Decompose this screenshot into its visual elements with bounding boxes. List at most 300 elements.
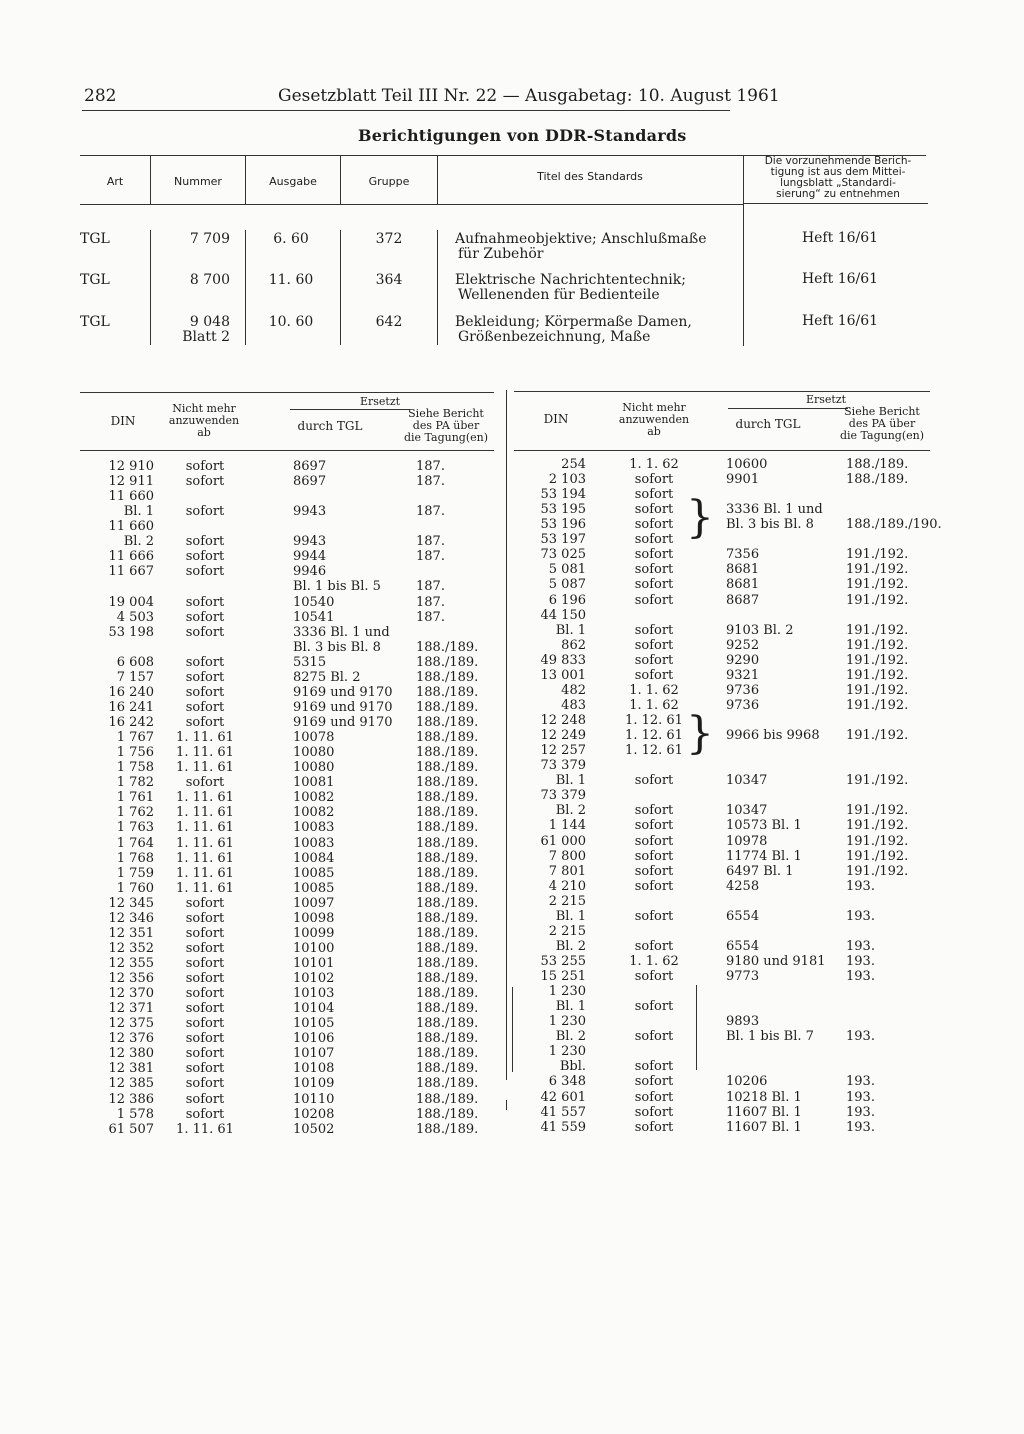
din-number: Bl. 2	[555, 1029, 586, 1045]
pa-report: 188./189.	[416, 745, 479, 761]
pa-report: 188./189./190.	[846, 517, 942, 533]
header-line: Siehe Bericht	[408, 407, 484, 420]
din-number: 4 210	[548, 878, 586, 894]
pa-report: 188./189.	[416, 820, 479, 836]
din-number: 1 763	[116, 820, 154, 836]
pa-report: 191./192.	[846, 848, 909, 864]
din-number: 1 230	[548, 984, 586, 1000]
pa-report: 193.	[846, 938, 875, 954]
replaced-by-tgl: 8687	[726, 592, 760, 608]
pa-report: 191./192.	[846, 667, 909, 683]
valid-until: sofort	[185, 684, 225, 700]
din-number: Bl. 1	[555, 773, 586, 789]
valid-until: sofort	[185, 504, 225, 520]
col-header-nummer: Nummer	[174, 175, 222, 188]
column-rule	[150, 156, 151, 204]
standard-edition: 10. 60	[268, 314, 314, 330]
col-header-nicht-mehr	[614, 402, 694, 438]
table-rule	[80, 392, 494, 393]
replaced-by-tgl: Bl. 1 bis Bl. 5	[293, 579, 381, 595]
replaced-by-tgl: 9943	[293, 504, 327, 520]
valid-until: sofort	[185, 1031, 225, 1047]
pa-report: 193.	[846, 878, 875, 894]
replaced-by-tgl: 10103	[293, 986, 335, 1002]
col-header-ausgabe: Ausgabe	[269, 175, 317, 188]
din-number: 7 801	[548, 863, 586, 879]
replaced-by-tgl: Bl. 3 bis Bl. 8	[726, 517, 814, 533]
pa-report: 187.	[416, 609, 445, 625]
replaced-by-tgl: 6497 Bl. 1	[726, 863, 794, 879]
valid-until: sofort	[634, 818, 674, 834]
valid-until: sofort	[634, 999, 674, 1015]
column-divider	[506, 1100, 507, 1110]
header-line: Nicht mehr	[172, 402, 236, 415]
din-number: 1 762	[116, 805, 154, 821]
din-number: Bl. 2	[123, 534, 154, 550]
valid-until: sofort	[634, 1074, 674, 1090]
replaced-by-tgl: 10085	[293, 880, 335, 896]
din-number: 73 025	[540, 547, 586, 563]
pa-report: 191./192.	[846, 833, 909, 849]
pa-report: 188./189.	[416, 865, 479, 881]
pa-report: 188./189.	[416, 1016, 479, 1032]
standard-edition: 6. 60	[273, 231, 309, 247]
din-number: 61 507	[108, 1121, 154, 1137]
column-rule	[245, 156, 246, 204]
replaced-by-tgl: 9252	[726, 637, 760, 653]
pa-report: 188./189.	[416, 1061, 479, 1077]
pa-report: 193.	[846, 1104, 875, 1120]
standard-type: TGL	[80, 314, 110, 330]
replaced-by-tgl: 3336 Bl. 1 und	[726, 502, 823, 518]
pa-report: 188./189.	[416, 715, 479, 731]
valid-until: sofort	[634, 487, 674, 503]
replaced-by-tgl: 10218 Bl. 1	[726, 1089, 802, 1105]
bulletin-reference: Heft 16/61	[801, 313, 879, 329]
replaced-by-tgl: 10081	[293, 775, 335, 791]
valid-until: 1. 12. 61	[625, 743, 683, 759]
replaced-by-tgl: 3336 Bl. 1 und	[293, 624, 390, 640]
col-header-titel: Titel des Standards	[537, 170, 643, 183]
gazette-header: Gesetzblatt Teil III Nr. 22 — Ausgabetag: 10. August 1961	[278, 86, 780, 106]
header-line: ab	[197, 426, 211, 439]
standard-title: Aufnahmeobjektive; Anschlußmaße	[455, 231, 707, 247]
pa-report: 188./189.	[846, 472, 909, 488]
replaced-by-tgl: 10082	[293, 790, 335, 806]
din-number: 4 503	[116, 609, 154, 625]
replaced-by-tgl: 9946	[293, 564, 327, 580]
group-bracket-line	[696, 985, 697, 1070]
standard-number: 9 048	[189, 314, 230, 330]
din-number: 53 195	[540, 502, 586, 518]
din-number: 12 352	[108, 940, 154, 956]
valid-until: sofort	[185, 1046, 225, 1062]
din-number: 2 215	[548, 893, 586, 909]
replaced-by-tgl: 10097	[293, 895, 335, 911]
pa-report: 193.	[846, 908, 875, 924]
din-number: 16 240	[108, 684, 154, 700]
replaced-by-tgl: 9736	[726, 682, 760, 698]
pa-report: 188./189.	[416, 684, 479, 700]
valid-until: sofort	[634, 667, 674, 683]
valid-until: 1. 11. 61	[176, 760, 234, 776]
din-number: 53 196	[540, 517, 586, 533]
col-header-art: Art	[106, 175, 124, 188]
column-rule	[340, 230, 341, 345]
replaced-by-tgl: 10085	[293, 865, 335, 881]
standard-title: Wellenenden für Bedienteile	[458, 287, 660, 303]
valid-until: 1. 11. 61	[176, 820, 234, 836]
din-number: 12 385	[108, 1076, 154, 1092]
pa-report: 188./189.	[416, 925, 479, 941]
note-line: sierung“ zu entnehmen	[776, 188, 900, 200]
valid-until: sofort	[634, 547, 674, 563]
pa-report: 191./192.	[846, 577, 909, 593]
replaced-by-tgl: 10502	[293, 1121, 335, 1137]
replaced-by-tgl: 11607 Bl. 1	[726, 1119, 802, 1135]
din-number: 12 356	[108, 971, 154, 987]
pa-report: 188./189.	[416, 1106, 479, 1122]
din-number: Bl. 2	[555, 803, 586, 819]
valid-until: sofort	[185, 1061, 225, 1077]
din-number: 12 386	[108, 1091, 154, 1107]
valid-until: sofort	[185, 1076, 225, 1092]
header-line: die Tagung(en)	[839, 429, 925, 442]
group-bracket-line	[512, 987, 513, 1072]
col-header-siehe	[834, 406, 930, 442]
din-number: 12 911	[108, 474, 154, 490]
din-number: 53 198	[108, 624, 154, 640]
standard-edition: 11. 60	[268, 272, 314, 288]
col-header-siehe	[398, 408, 494, 444]
header-line: des PA über	[848, 417, 916, 430]
col-header-din: DIN	[110, 414, 136, 428]
pa-report: 188./189.	[416, 699, 479, 715]
din-number: 2 103	[548, 472, 586, 488]
replaced-by-tgl: 9169 und 9170	[293, 699, 393, 715]
replaced-by-tgl: 9736	[726, 697, 760, 713]
pa-report: 188./189.	[416, 790, 479, 806]
pa-report: 191./192.	[846, 863, 909, 879]
valid-until: sofort	[634, 1059, 674, 1075]
replaced-by-tgl: 10104	[293, 1001, 335, 1017]
standard-title: für Zubehör	[458, 246, 544, 262]
replaced-by-tgl: 10108	[293, 1061, 335, 1077]
din-number: 12 371	[108, 1001, 154, 1017]
note-line: tigung ist aus dem Mittei-	[770, 166, 906, 178]
valid-until: 1. 12. 61	[625, 728, 683, 744]
replaced-by-tgl: 10083	[293, 835, 335, 851]
din-number: Bl. 1	[123, 504, 154, 520]
table-rule	[744, 203, 928, 204]
valid-until: sofort	[634, 577, 674, 593]
replaced-by-tgl: 9893	[726, 1014, 760, 1030]
valid-until: sofort	[185, 609, 225, 625]
page-number: 282	[84, 86, 117, 106]
din-number: 12 351	[108, 925, 154, 941]
bulletin-reference: Heft 16/61	[801, 230, 879, 246]
pa-report: 191./192.	[846, 652, 909, 668]
standard-title: Größenbezeichnung, Maße	[458, 329, 651, 345]
replaced-by-tgl: 10573 Bl. 1	[726, 818, 802, 834]
replaced-by-tgl: 10206	[726, 1074, 768, 1090]
replaced-by-tgl: 10080	[293, 745, 335, 761]
pa-report: 188./189.	[416, 940, 479, 956]
valid-until: sofort	[185, 564, 225, 580]
din-number: Bl. 1	[555, 999, 586, 1015]
pa-report: 188./189.	[416, 1031, 479, 1047]
din-number: 11 660	[108, 519, 154, 535]
din-number: 862	[561, 637, 586, 653]
header-line: Siehe Bericht	[844, 405, 920, 418]
header-line: Nicht mehr	[622, 401, 686, 414]
group-brace: }	[686, 492, 714, 543]
col-header-ersetzt: Ersetzt	[359, 395, 401, 408]
din-number: 12 355	[108, 955, 154, 971]
din-number: 1 230	[548, 1014, 586, 1030]
din-number: 53 197	[540, 532, 586, 548]
valid-until: 1. 1. 62	[629, 697, 679, 713]
valid-until: sofort	[634, 1029, 674, 1045]
replaced-by-tgl: 9290	[726, 652, 760, 668]
col-header-nicht-mehr	[168, 403, 240, 439]
din-number: 16 242	[108, 715, 154, 731]
valid-until: 1. 11. 61	[176, 805, 234, 821]
valid-until: sofort	[634, 517, 674, 533]
pa-report: 193.	[846, 1089, 875, 1105]
din-number: 1 764	[116, 835, 154, 851]
standard-group: 364	[375, 272, 403, 288]
din-number: 12 375	[108, 1016, 154, 1032]
din-number: 11 660	[108, 489, 154, 505]
din-number: 7 157	[116, 669, 154, 685]
standard-group: 372	[375, 231, 403, 247]
pa-report: 188./189.	[416, 654, 479, 670]
standard-number: 8 700	[189, 272, 230, 288]
valid-until: sofort	[185, 925, 225, 941]
valid-until: 1. 11. 61	[176, 745, 234, 761]
valid-until: sofort	[634, 878, 674, 894]
valid-until: sofort	[185, 654, 225, 670]
din-number: 482	[561, 682, 586, 698]
replaced-by-tgl: 8275 Bl. 2	[293, 669, 361, 685]
din-number: 1 144	[548, 818, 586, 834]
column-rule	[743, 156, 744, 346]
valid-until: sofort	[634, 848, 674, 864]
valid-until: sofort	[634, 1119, 674, 1135]
pa-report: 187.	[416, 579, 445, 595]
standard-title: Bekleidung; Körpermaße Damen,	[455, 314, 692, 330]
valid-until: 1. 11. 61	[176, 835, 234, 851]
pa-report: 188./189.	[416, 895, 479, 911]
din-number: 1 756	[116, 745, 154, 761]
replaced-by-tgl: 7356	[726, 547, 760, 563]
din-number: 49 833	[540, 652, 586, 668]
col-header-ersetzt: Ersetzt	[805, 393, 847, 406]
replaced-by-tgl: 9944	[293, 549, 327, 565]
pa-report: 188./189.	[416, 760, 479, 776]
din-number: 1 767	[116, 730, 154, 746]
valid-until: 1. 1. 62	[629, 953, 679, 969]
replaced-by-tgl: 8681	[726, 577, 760, 593]
din-number: 42 601	[540, 1089, 586, 1105]
valid-until: sofort	[185, 1106, 225, 1122]
valid-until: 1. 11. 61	[176, 790, 234, 806]
replaced-by-tgl: 10083	[293, 820, 335, 836]
valid-until: 1. 1. 62	[629, 457, 679, 472]
col-header-durch-tgl: durch TGL	[735, 417, 801, 431]
pa-report: 188./189.	[416, 730, 479, 746]
pa-report: 191./192.	[846, 562, 909, 578]
replaced-by-tgl: 8697	[293, 474, 327, 490]
replaced-by-tgl: 10978	[726, 833, 768, 849]
pa-report: 188./189.	[416, 775, 479, 791]
pa-report: 188./189.	[416, 1091, 479, 1107]
din-number: 12 346	[108, 910, 154, 926]
replaced-by-tgl: 11607 Bl. 1	[726, 1104, 802, 1120]
din-number: 41 557	[540, 1104, 586, 1120]
table-rule	[514, 391, 930, 392]
din-number: 12 910	[108, 459, 154, 474]
pa-report: 188./189.	[416, 835, 479, 851]
din-number: 1 761	[116, 790, 154, 806]
din-number: 44 150	[540, 607, 586, 623]
din-number: 6 348	[548, 1074, 586, 1090]
valid-until: sofort	[185, 986, 225, 1002]
din-number: 12 376	[108, 1031, 154, 1047]
din-number: 6 608	[116, 654, 154, 670]
din-number: 61 000	[540, 833, 586, 849]
din-number: 12 249	[540, 728, 586, 744]
pa-report: 193.	[846, 953, 875, 969]
valid-until: sofort	[185, 895, 225, 911]
valid-until: sofort	[634, 502, 674, 518]
din-number: 15 251	[540, 969, 586, 985]
valid-until: sofort	[185, 1091, 225, 1107]
pa-report: 191./192.	[846, 637, 909, 653]
din-number: 16 241	[108, 699, 154, 715]
standard-type: TGL	[80, 272, 110, 288]
header-rule	[82, 110, 730, 111]
valid-until: sofort	[185, 474, 225, 490]
note-line: Die vorzunehmende Berich-	[764, 155, 912, 167]
replaced-by-tgl: 8681	[726, 562, 760, 578]
din-number: 6 196	[548, 592, 586, 608]
valid-until: sofort	[634, 863, 674, 879]
replaced-by-tgl: 10105	[293, 1016, 335, 1032]
replaced-by-tgl: 10080	[293, 760, 335, 776]
valid-until: sofort	[634, 472, 674, 488]
replaced-by-tgl: 10078	[293, 730, 335, 746]
col-header-durch-tgl: durch TGL	[297, 419, 363, 433]
valid-until: 1. 11. 61	[176, 850, 234, 866]
din-number: 483	[561, 697, 586, 713]
replaced-by-tgl: 9180 und 9181	[726, 953, 826, 969]
pa-report: 187.	[416, 594, 445, 610]
din-number: 7 800	[548, 848, 586, 864]
pa-report: 188./189.	[416, 639, 479, 655]
valid-until: sofort	[634, 938, 674, 954]
din-number: 11 667	[108, 564, 154, 580]
replaced-by-tgl: Bl. 1 bis Bl. 7	[726, 1029, 814, 1045]
valid-until: sofort	[634, 908, 674, 924]
valid-until: sofort	[185, 699, 225, 715]
din-number: 12 345	[108, 895, 154, 911]
pa-report: 193.	[846, 1119, 875, 1135]
valid-until: sofort	[634, 773, 674, 789]
replaced-by-tgl: 10106	[293, 1031, 335, 1047]
replaced-by-tgl: 4258	[726, 878, 760, 894]
pa-report: 191./192.	[846, 728, 909, 744]
din-number: 1 759	[116, 865, 154, 881]
replaced-by-tgl: Bl. 3 bis Bl. 8	[293, 639, 381, 655]
replaced-by-tgl: 10107	[293, 1046, 335, 1062]
table-rule	[80, 204, 744, 205]
replaced-by-tgl: 9321	[726, 667, 760, 683]
replaced-by-tgl: 9103 Bl. 2	[726, 622, 794, 638]
column-rule	[245, 230, 246, 345]
valid-until: 1. 1. 62	[629, 682, 679, 698]
replaced-by-tgl: 6554	[726, 908, 760, 924]
valid-until: sofort	[185, 594, 225, 610]
replaced-by-tgl: 10208	[293, 1106, 335, 1122]
pa-report: 191./192.	[846, 818, 909, 834]
replaced-by-tgl: 10084	[293, 850, 335, 866]
din-number: Bl. 1	[555, 622, 586, 638]
din-number: 19 004	[108, 594, 154, 610]
din-number: 13 001	[540, 667, 586, 683]
din-number: 73 379	[540, 788, 586, 804]
din-number: 1 782	[116, 775, 154, 791]
valid-until: sofort	[634, 637, 674, 653]
pa-report: 187.	[416, 534, 445, 550]
valid-until: sofort	[634, 803, 674, 819]
pa-report: 187.	[416, 549, 445, 565]
col-header-gruppe: Gruppe	[368, 175, 410, 188]
valid-until: sofort	[185, 549, 225, 565]
pa-report: 193.	[846, 969, 875, 985]
valid-until: sofort	[634, 833, 674, 849]
din-number: Bl. 2	[555, 938, 586, 954]
replaced-by-tgl: 8697	[293, 459, 327, 474]
valid-until: sofort	[634, 1104, 674, 1120]
din-number: 53 194	[540, 487, 586, 503]
valid-until: sofort	[185, 669, 225, 685]
valid-until: sofort	[634, 1089, 674, 1105]
pa-report: 188./189.	[416, 880, 479, 896]
replaced-by-tgl: 9169 und 9170	[293, 715, 393, 731]
din-number: 1 230	[548, 1044, 586, 1060]
valid-until: sofort	[634, 652, 674, 668]
header-line: ab	[647, 425, 661, 438]
valid-until: sofort	[185, 715, 225, 731]
header-line: die Tagung(en)	[403, 431, 489, 444]
col-header-din: DIN	[543, 412, 569, 426]
column-rule	[437, 230, 438, 345]
pa-report: 188./189.	[416, 910, 479, 926]
valid-until: 1. 11. 61	[176, 730, 234, 746]
valid-until: 1. 11. 61	[176, 1121, 234, 1137]
din-number: 73 379	[540, 758, 586, 774]
replaced-by-tgl: 10099	[293, 925, 335, 941]
standard-title: Elektrische Nachrichtentechnik;	[455, 272, 686, 288]
din-number: 1 768	[116, 850, 154, 866]
standard-number: 7 709	[189, 231, 230, 247]
valid-until: sofort	[185, 624, 225, 640]
pa-report: 188./189.	[416, 669, 479, 685]
group-brace: }	[686, 708, 714, 759]
replaced-by-tgl: 10347	[726, 773, 768, 789]
